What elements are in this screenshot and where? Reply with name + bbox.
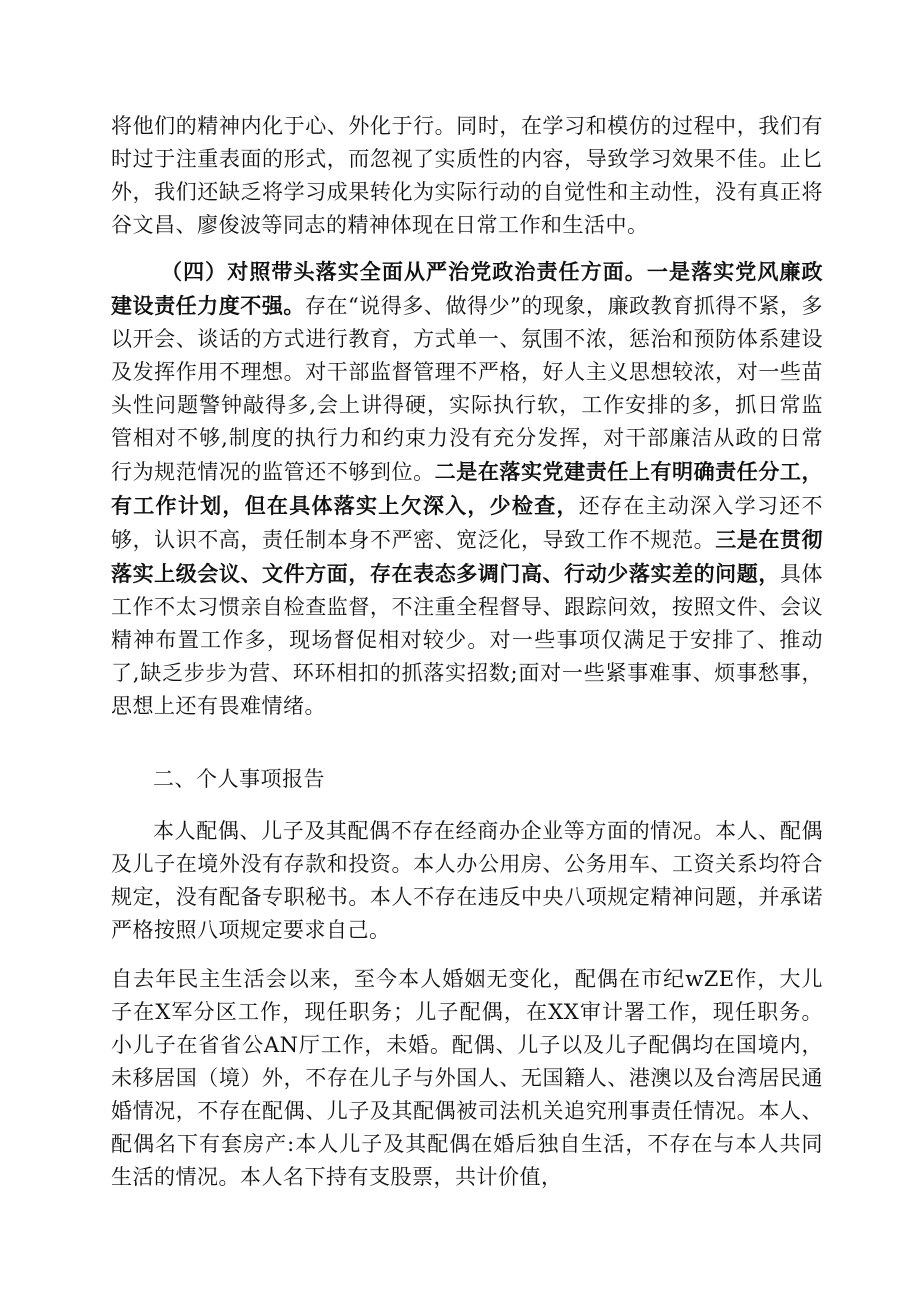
point-one-title: 一是落实党风廉政建设责任力度不强。	[111, 259, 824, 318]
point-three-title: 三是在贯彻落实上级会议、文件方面，存在表态多调门高、行动少落实差的问题，	[111, 527, 823, 586]
point-two-title: 二是在落实党建责任上有明确责任分工，有工作计划，但在具体落实上欠深入，少检查，	[111, 459, 823, 518]
section-heading-personal-matters: 二、个人事项报告	[153, 767, 325, 791]
paragraph-study-shortcomings: 将他们的精神内化于心、外化于行。同时，在学习和模仿的过程中，我们有时过于注重表面的形式，而忽视了实质性的内容，导致学习效果不佳。止匕外，我们还缺乏将学习成果转化为实际行动的自觉性和主动性，没有真正将谷文昌、廖俊波等同志的精神体现在日常工作和生活中。	[111, 114, 823, 237]
point-one-text: 存在“说得多、做得少”的现象，廉政教育抓得不紧，多以开会、谈话的方式进行教育，方式单一、氛围不浓，惩治和预防体系建设及发挥作用不理想。对干部监督管理不严格，好人主义思想较浓，对一些苗头性问题警钟敲得多,会上讲得硬，实际执行软，工作安排的多，抓日常监管相对不够,制度的执行力和约束力没有充分发挥，对干部廉洁从政的日常行为规范情况的监管还不够到位。	[111, 294, 823, 484]
point-three-text: 具体工作不太习惯亲自检查监督，不注重全程督导、跟踪问效，按照文件、会议精神布置工作多，现场督促相对较少。对一些事项仅满足于安排了、推动了,缺乏步步为营、环环相扣的抓落实招数;面对一些紧事难事、烦事愁事，思想上还有畏难情绪。	[111, 562, 823, 718]
section-heading-four: （四）对照带头落实全面从严治党政治责任方面。	[161, 259, 647, 284]
paragraph-family-status: 自去年民主生活会以来，至今本人婚姻无变化，配偶在市纪wZE作，大儿子在X军分区工作，现任职务；儿子配偶，在XX审计署工作，现任职务。小儿子在省省公AN厅工作，未婚。配偶、儿子以及儿子配偶均在国境内，未移居国（境）外，不存在儿子与外国人、无国籍人、港澳以及台湾居民通婚情况，不存在配偶、儿子及其配偶被司法机关追究刑事责任情况。本人、配偶名下有套房产:本人儿子及其配偶在婚后独自生活，不存在与本人共同生活的情况。本人名下持有支股票，共计价值，	[111, 967, 823, 1189]
point-two-text: 还存在主动深入学习还不够，认识不高，责任制本身不严密、宽泛化，导致工作不规范。	[111, 494, 824, 552]
paragraph-party-responsibility	[111, 255, 823, 723]
paragraph-family-business: 本人配偶、儿子及其配偶不存在经商办企业等方面的情况。本人、配偶及儿子在境外没有存款和投资。本人办公用房、公务用车、工资关系均符合规定，没有配备专职秘书。本人不存在违反中央八项规定精神问题，并承诺严格按照八项规定要求自己。	[111, 819, 823, 942]
